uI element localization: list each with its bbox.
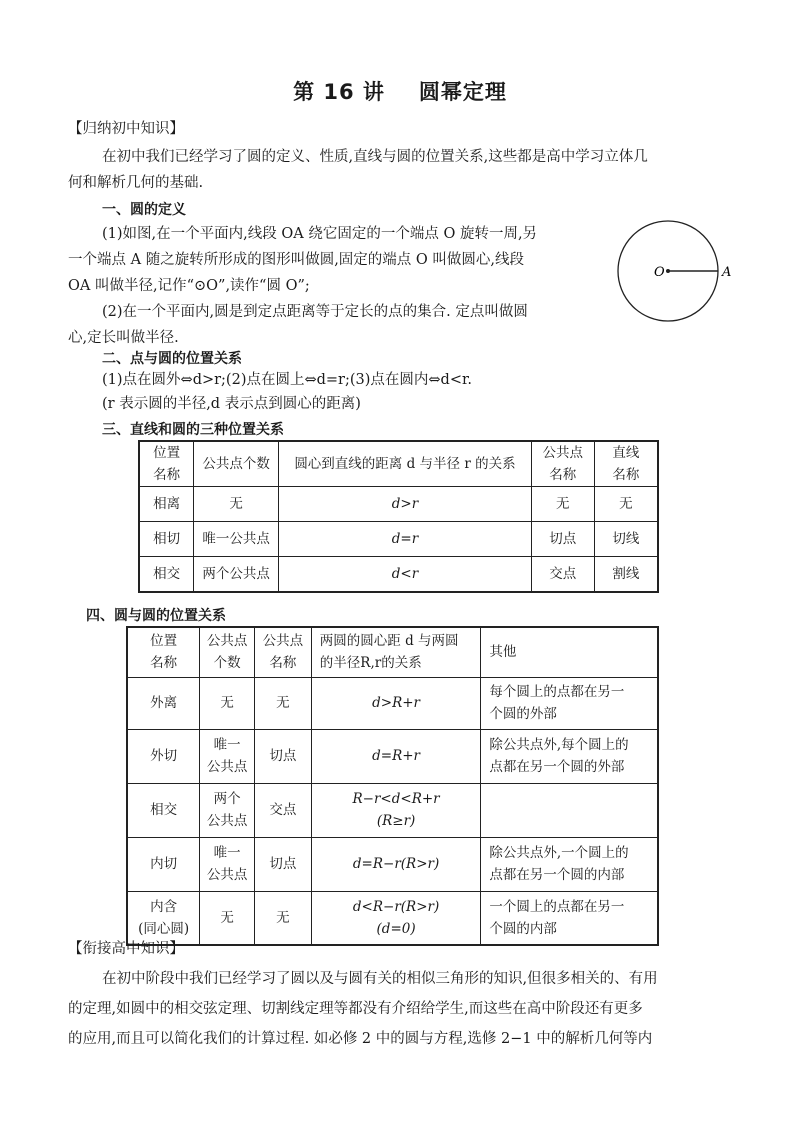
definition-line-3: OA 叫做半径,记作“⊙O”,读作“圆 O”; — [68, 278, 310, 294]
table-cell: 除公共点外,每个圆上的 点都在另一个圆的外部 — [481, 729, 658, 783]
table-cell: 无 — [194, 487, 279, 522]
table-header-cell: 公共点 名称 — [255, 627, 312, 677]
table-cell: 切点 — [255, 729, 312, 783]
table-header-cell: 位置 名称 — [139, 441, 194, 487]
line-circle-table — [138, 440, 659, 593]
senior-line-1: 在初中阶段中我们已经学习了圆以及与圆有关的相似三角形的知识,但很多相关的、有用 — [102, 971, 658, 987]
table-row — [127, 677, 658, 729]
circle-diagram — [612, 218, 742, 348]
table-cell: 相交 — [127, 783, 200, 837]
table-header-cell: 直线 名称 — [594, 441, 658, 487]
table-cell: 外离 — [127, 677, 200, 729]
table-row — [127, 891, 658, 945]
table-cell: 无 — [200, 677, 255, 729]
section-heading-junior: 【归纳初中知识】 — [68, 121, 184, 137]
table-cell: 外切 — [127, 729, 200, 783]
table-cell: 每个圆上的点都在另一 个圆的外部 — [481, 677, 658, 729]
label-a: A — [722, 265, 732, 280]
table-cell: 割线 — [594, 557, 658, 592]
definition-line-1: (1)如图,在一个平面内,线段 OA 绕它固定的一个端点 O 旋转一周,另 — [102, 226, 538, 242]
table-cell: 切点 — [255, 837, 312, 891]
table-cell: 无 — [594, 487, 658, 522]
table-cell: 无 — [200, 891, 255, 945]
table-cell: 唯一公共点 — [194, 522, 279, 557]
table-row — [139, 557, 658, 592]
table-header-cell: 公共点个数 — [194, 441, 279, 487]
table-cell: d=R−r(R>r) — [311, 837, 481, 891]
label-o: O — [654, 265, 665, 280]
table-cell: 相切 — [139, 522, 194, 557]
table-cell: 无 — [531, 487, 594, 522]
definition-line-4: (2)在一个平面内,圆是到定点距离等于定长的点的集合. 定点叫做圆 — [102, 304, 528, 320]
table-row — [139, 522, 658, 557]
table-cell: 相交 — [139, 557, 194, 592]
heading-line-circle: 三、直线和圆的三种位置关系 — [102, 422, 284, 438]
table-row — [127, 783, 658, 837]
table-cell: 相离 — [139, 487, 194, 522]
table-cell: d>R+r — [311, 677, 481, 729]
page-title — [0, 76, 800, 106]
table-cell: 内切 — [127, 837, 200, 891]
table-header-cell: 两圆的圆心距 d 与两圆 的半径R,r的关系 — [311, 627, 481, 677]
senior-line-2: 的定理,如圆中的相交弦定理、切割线定理等都没有介绍给学生,而这些在高中阶段还有更多 — [68, 1001, 643, 1017]
table-header-cell: 公共点 名称 — [531, 441, 594, 487]
table-header-cell: 其他 — [481, 627, 658, 677]
heading-circle-circle: 四、圆与圆的位置关系 — [86, 608, 226, 624]
table-cell: 交点 — [255, 783, 312, 837]
table-cell: 切点 — [531, 522, 594, 557]
table-cell: 除公共点外,一个圆上的 点都在另一个圆的内部 — [481, 837, 658, 891]
table-row — [127, 729, 658, 783]
table-cell: 切线 — [594, 522, 658, 557]
table-cell: 无 — [255, 891, 312, 945]
table-cell: d<r — [279, 557, 532, 592]
senior-line-3: 的应用,而且可以简化我们的计算过程. 如必修 2 中的圆与方程,选修 2−1 中的解析几何等内 — [68, 1031, 653, 1047]
table-cell: 一个圆上的点都在另一 个圆的内部 — [481, 891, 658, 945]
center-point — [666, 269, 670, 273]
definition-line-2: 一个端点 A 随之旋转所形成的图形叫做圆,固定的端点 O 叫做圆心,线段 — [68, 252, 525, 268]
table-header-cell: 位置 名称 — [127, 627, 200, 677]
table-cell: d=R+r — [311, 729, 481, 783]
intro-line-2: 何和解析几何的基础. — [68, 175, 204, 191]
table-header-cell: 圆心到直线的距离 d 与半径 r 的关系 — [279, 441, 532, 487]
heading-circle-definition: 一、圆的定义 — [102, 202, 186, 218]
table-cell: d<R−r(R>r) (d=0) — [311, 891, 481, 945]
definition-line-5: 心,定长叫做半径. — [68, 330, 179, 346]
intro-line-1: 在初中我们已经学习了圆的定义、性质,直线与圆的位置关系,这些都是高中学习立体几 — [102, 149, 648, 165]
point-circle-line-1: (1)点在圆外⇔d>r;(2)点在圆上⇔d=r;(3)点在圆内⇔d<r. — [102, 372, 472, 388]
table-cell: 唯一 公共点 — [200, 837, 255, 891]
table-cell: 无 — [255, 677, 312, 729]
section-heading-senior: 【衔接高中知识】 — [68, 941, 184, 957]
table-cell: 两个 公共点 — [200, 783, 255, 837]
table-row — [139, 487, 658, 522]
table-header-cell: 公共点 个数 — [200, 627, 255, 677]
point-circle-line-2: (r 表示圆的半径,d 表示点到圆心的距离) — [102, 396, 361, 412]
circle-circle-table — [126, 626, 659, 946]
table-cell — [481, 783, 658, 837]
table-cell: 唯一 公共点 — [200, 729, 255, 783]
table-cell: 内含 (同心圆) — [127, 891, 200, 945]
table-cell: 两个公共点 — [194, 557, 279, 592]
table-row — [127, 837, 658, 891]
table-cell: d=r — [279, 522, 532, 557]
table-cell: R−r<d<R+r (R≥r) — [311, 783, 481, 837]
heading-point-circle: 二、点与圆的位置关系 — [102, 351, 242, 367]
lecture-number: 第 16 讲 — [293, 80, 385, 104]
lecture-topic: 圆幂定理 — [418, 80, 507, 104]
table-cell: d>r — [279, 487, 532, 522]
table-cell: 交点 — [531, 557, 594, 592]
